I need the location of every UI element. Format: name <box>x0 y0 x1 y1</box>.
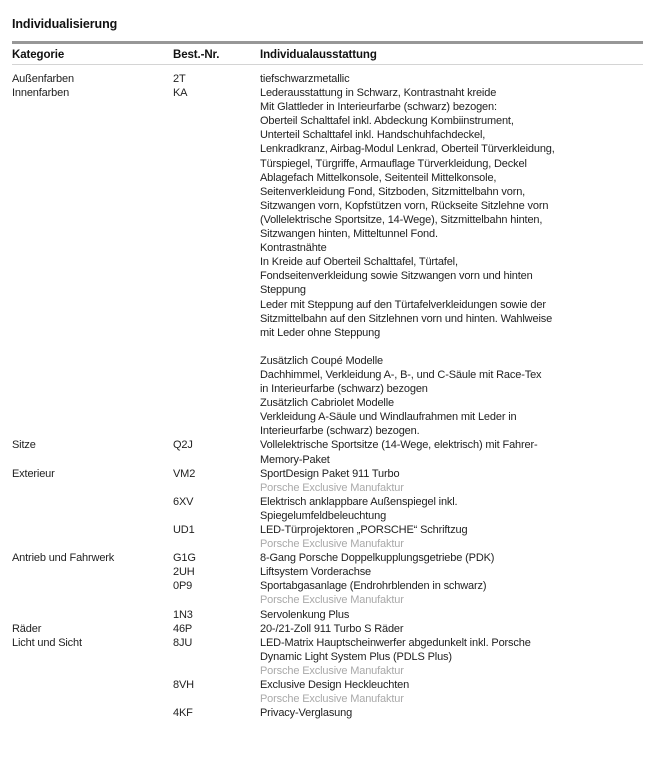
equipment-line: LED-Matrix Hauptscheinwerfer abgedunkelt inkl. Porsche <box>260 636 531 649</box>
equipment-line: LED-Türprojektoren „PORSCHE“ Schriftzug <box>260 524 468 536</box>
header-best-nr: Best.-Nr. <box>173 49 220 61</box>
row-category <box>12 523 173 551</box>
equipment-line: Seitenverkleidung Fond, Sitzboden, Sitzmittelbahn vorn, <box>260 185 526 198</box>
table-row <box>12 467 643 495</box>
equipment-line: Vollelektrische Sportsitze (14-Wege, elektrisch) mit Fahrer- <box>260 439 538 452</box>
row-lines <box>260 86 643 438</box>
equipment-line: Fondseitenverkleidung sowie Sitzwangen vorn und hinten <box>260 270 533 283</box>
equipment-line: Steppung <box>260 284 306 297</box>
row-code: 6XV <box>173 495 194 508</box>
table-row <box>12 495 643 523</box>
row-code: 8VH <box>173 679 194 692</box>
equipment-line: Verkleidung A-Säule und Windlaufrahmen mit Leder in <box>260 411 517 424</box>
equipment-line: Türspiegel, Türgriffe, Armauflage Türverkleidung, Deckel <box>260 157 527 170</box>
equipment-line: Mit Glattleder in Interieurfarbe (schwarz) bezogen: <box>260 101 497 114</box>
row-category: Licht und Sicht <box>12 636 82 649</box>
row-lines <box>260 622 643 636</box>
page-title: Individualisierung <box>12 17 118 31</box>
row-lines <box>260 495 643 523</box>
equipment-line: Interieurfarbe (schwarz) bezogen. <box>260 425 420 438</box>
row-category <box>12 565 173 579</box>
equipment-line: Spiegelumfeldbeleuchtung <box>260 509 387 522</box>
row-category: Innenfarben <box>12 87 70 100</box>
equipment-line: (Vollelektrische Sportsitze, 14-Wege), Sitzmittelbahn hinten, <box>260 213 543 226</box>
equipment-line: In Kreide auf Oberteil Schalttafel, Türtafel, <box>260 256 458 269</box>
row-code: VM2 <box>173 467 196 480</box>
table-row <box>12 72 643 86</box>
row-code: 0P9 <box>173 580 193 593</box>
row-category <box>12 678 173 706</box>
equipment-line: Sitzwangen vorn, Kopfstützen vorn, Rückseite Sitzlehne vorn <box>260 199 549 212</box>
header-kategorie: Kategorie <box>12 49 65 61</box>
row-category: Antrieb und Fahrwerk <box>12 552 115 565</box>
table-row <box>12 523 643 551</box>
row-category <box>12 706 173 720</box>
equipment-line: 20-/21-Zoll 911 Turbo S Räder <box>260 622 404 635</box>
row-code: KA <box>173 87 188 100</box>
equipment-line: Oberteil Schalttafel inkl. Abdeckung Kombiinstrument, <box>260 115 514 128</box>
table-row <box>12 706 643 720</box>
equipment-line: Sitzwangen hinten, Mitteltunnel Fond. <box>260 228 438 241</box>
equipment-line: 8-Gang Porsche Doppelkupplungsgetriebe (PDK) <box>260 552 495 565</box>
equipment-line: Unterteil Schalttafel inkl. Handschuhfachdeckel, <box>260 129 486 142</box>
equipment-line: Ablagefach Mittelkonsole, Seitenteil Mittelkonsole, <box>260 171 497 184</box>
equipment-line: Leder mit Steppung auf den Türtafelverkleidungen sowie der <box>260 298 546 311</box>
manufaktur-note: Porsche Exclusive Manufaktur <box>260 664 404 677</box>
header-divider-rule <box>12 64 643 65</box>
manufaktur-note: Porsche Exclusive Manufaktur <box>260 594 404 607</box>
table-row <box>12 438 643 466</box>
row-code: 8JU <box>173 636 193 649</box>
row-code: 2T <box>173 73 186 85</box>
row-code: UD1 <box>173 524 195 536</box>
row-lines <box>260 438 643 466</box>
equipment-line: Sportabgasanlage (Endrohrblenden in schwarz) <box>260 580 487 593</box>
row-lines <box>260 678 643 706</box>
equipment-line: Sitzmittelbahn auf den Sitzlehnen vorn und hinten. Wahlweise <box>260 312 553 325</box>
table-row <box>12 86 643 438</box>
row-lines <box>260 636 643 678</box>
row-code: 1N3 <box>173 608 193 621</box>
equipment-line: Privacy-Verglasung <box>260 707 353 720</box>
row-code: 2UH <box>173 566 195 579</box>
table-row <box>12 636 643 678</box>
row-lines <box>260 565 643 579</box>
equipment-line: Zusätzlich Cabriolet Modelle <box>260 397 394 410</box>
row-category <box>12 579 173 607</box>
row-lines <box>260 579 643 607</box>
row-lines <box>260 551 643 565</box>
row-category: Exterieur <box>12 467 55 480</box>
equipment-line: mit Leder ohne Steppung <box>260 326 381 339</box>
equipment-line: Lenkradkranz, Airbag-Modul Lenkrad, Oberteil Türverkleidung, <box>260 143 555 156</box>
row-lines <box>260 523 643 551</box>
table-row <box>12 579 643 607</box>
equipment-line: Zusätzlich Coupé Modelle <box>260 354 383 367</box>
row-code: 4KF <box>173 707 193 720</box>
table-row <box>12 551 643 565</box>
equipment-line: Lederausstattung in Schwarz, Kontrastnaht kreide <box>260 87 497 100</box>
table-row <box>12 678 643 706</box>
table-row <box>12 565 643 579</box>
equipment-line: SportDesign Paket 911 Turbo <box>260 467 400 480</box>
manufaktur-note: Porsche Exclusive Manufaktur <box>260 481 404 494</box>
manufaktur-note: Porsche Exclusive Manufaktur <box>260 693 404 706</box>
equipment-line: Dachhimmel, Verkleidung A-, B-, und C-Säule mit Race-Tex <box>260 368 542 381</box>
equipment-line <box>260 340 643 354</box>
equipment-line: Dynamic Light System Plus (PDLS Plus) <box>260 650 452 663</box>
row-code: G1G <box>173 552 196 565</box>
row-category <box>12 608 173 622</box>
table-row <box>12 608 643 622</box>
equipment-line: in Interieurfarbe (schwarz) bezogen <box>260 383 428 396</box>
row-lines <box>260 706 643 720</box>
equipment-line: tiefschwarzmetallic <box>260 73 350 85</box>
row-category: Räder <box>12 622 42 635</box>
row-category: Außenfarben <box>12 73 74 85</box>
row-code: Q2J <box>173 439 193 452</box>
table-row <box>12 622 643 636</box>
row-lines <box>260 467 643 495</box>
row-category: Sitze <box>12 439 36 452</box>
row-code: 46P <box>173 622 193 635</box>
equipment-line: Servolenkung Plus <box>260 608 350 621</box>
equipment-line: Kontrastnähte <box>260 242 327 255</box>
title-divider-rule <box>12 41 643 44</box>
header-individualausstattung: Individualausstattung <box>260 49 377 61</box>
equipment-line: Memory-Paket <box>260 453 330 466</box>
equipment-line: Elektrisch anklappbare Außenspiegel inkl. <box>260 495 458 508</box>
row-lines <box>260 72 643 86</box>
row-lines <box>260 608 643 622</box>
table-body <box>12 72 643 720</box>
table-header-row <box>12 48 643 62</box>
row-category <box>12 495 173 523</box>
equipment-line: Liftsystem Vorderachse <box>260 566 372 579</box>
manufaktur-note: Porsche Exclusive Manufaktur <box>260 538 404 551</box>
equipment-line: Exclusive Design Heckleuchten <box>260 679 410 692</box>
